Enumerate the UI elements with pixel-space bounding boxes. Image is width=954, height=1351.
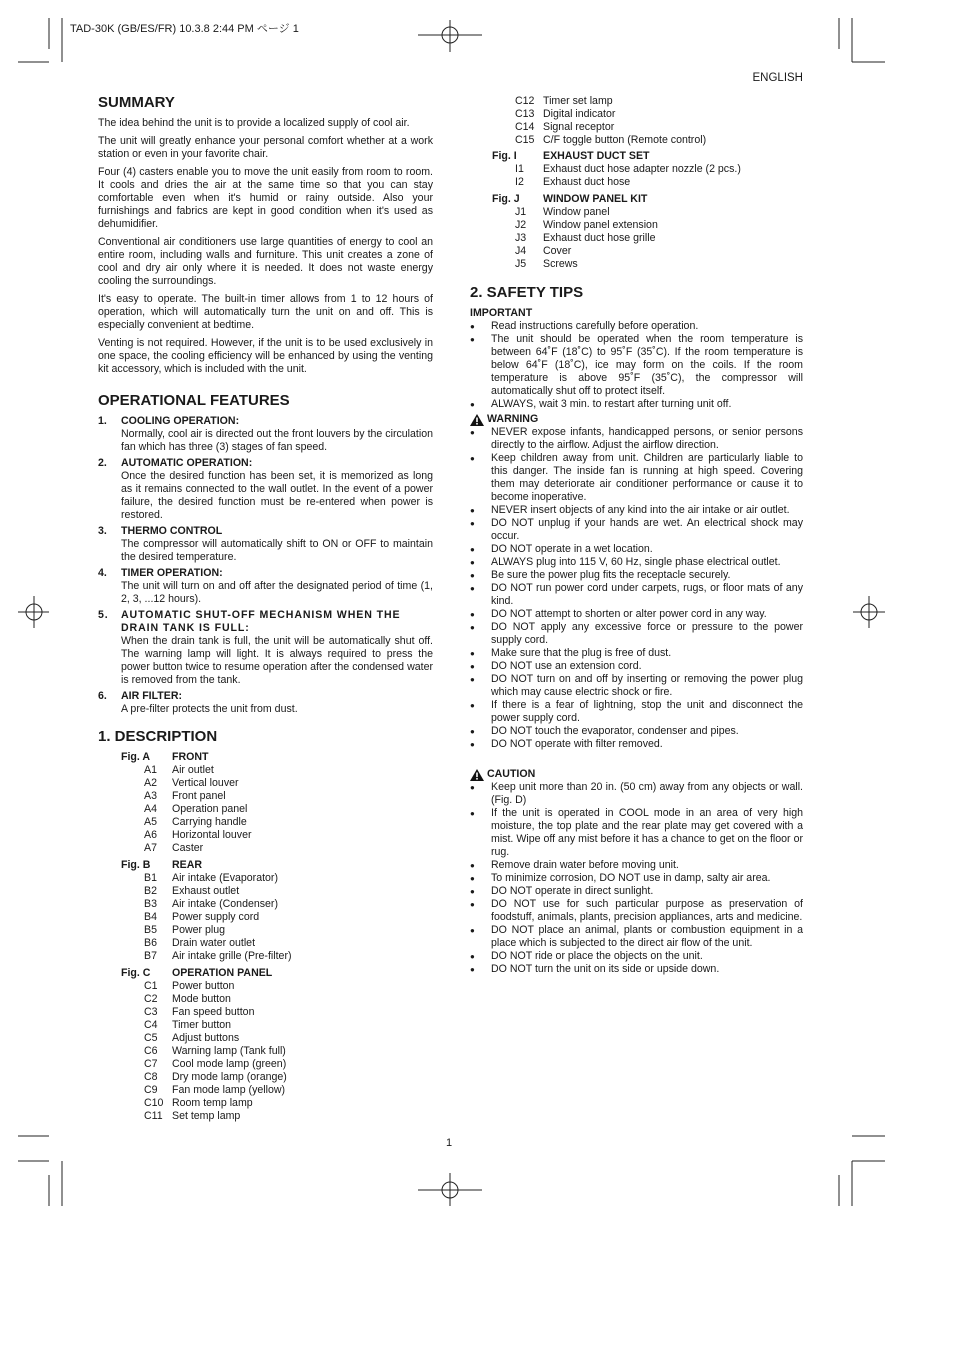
bullet-item bbox=[470, 660, 803, 673]
bullet-text: DO NOT operate in direct sunlight. bbox=[491, 885, 654, 897]
part-item bbox=[492, 245, 803, 258]
feature-title-row bbox=[98, 415, 433, 428]
part-item bbox=[121, 1097, 433, 1110]
part-label: Window panel extension bbox=[543, 219, 658, 231]
bullet-dot-icon: ● bbox=[470, 861, 475, 870]
bullet-dot-icon: ● bbox=[470, 649, 475, 658]
feature-body: Normally, cool air is directed out the front louvers by the circulation fan which has three (3) stages of fan speed. bbox=[121, 428, 433, 453]
summary-paragraph: The idea behind the unit is to provide a localized supply of cool air. bbox=[98, 117, 410, 129]
part-code: A7 bbox=[144, 842, 157, 854]
right-column bbox=[470, 95, 803, 976]
bullet-item bbox=[470, 398, 803, 411]
part-item bbox=[121, 980, 433, 993]
part-item bbox=[492, 163, 803, 176]
important-label: IMPORTANT bbox=[470, 307, 533, 319]
bullet-dot-icon: ● bbox=[470, 519, 475, 528]
part-label: Air intake (Condenser) bbox=[172, 898, 278, 910]
part-label: Air intake (Evaporator) bbox=[172, 872, 278, 884]
bullet-item bbox=[470, 885, 803, 898]
bullet-dot-icon: ● bbox=[470, 952, 475, 961]
bullet-item bbox=[470, 621, 803, 647]
description-title: 1. DESCRIPTION bbox=[98, 728, 218, 745]
feature-number: 3. bbox=[98, 525, 107, 537]
bullet-item bbox=[470, 582, 803, 608]
bullet-item bbox=[470, 807, 803, 859]
part-label: Horizontal louver bbox=[172, 829, 252, 841]
bullet-item bbox=[470, 504, 803, 517]
feature-title: AUTOMATIC SHUT-OFF MECHANISM WHEN THE DRAIN TANK IS FULL: bbox=[121, 609, 401, 634]
bullet-item bbox=[470, 333, 803, 398]
bullet-dot-icon: ● bbox=[470, 965, 475, 974]
part-item bbox=[492, 121, 803, 134]
part-code: C10 bbox=[144, 1097, 164, 1109]
part-code: C8 bbox=[144, 1071, 158, 1083]
part-label: Digital indicator bbox=[543, 108, 616, 120]
figure-label: Fig. J bbox=[492, 193, 520, 205]
figure-name: OPERATION PANEL bbox=[172, 967, 273, 979]
feature-title-row bbox=[98, 609, 433, 635]
warning-triangle-icon bbox=[470, 414, 484, 426]
part-label: Exhaust duct hose adapter nozzle (2 pcs.) bbox=[543, 163, 741, 175]
bullet-item bbox=[470, 699, 803, 725]
bullet-text: DO NOT operate in a wet location. bbox=[491, 543, 653, 555]
figure-label: Fig. A bbox=[121, 751, 151, 763]
part-code: J4 bbox=[515, 245, 527, 257]
part-code: A6 bbox=[144, 829, 157, 841]
bullet-text: Remove drain water before moving unit. bbox=[491, 859, 679, 871]
caution-list bbox=[470, 781, 803, 976]
part-code: C12 bbox=[515, 95, 535, 107]
part-item bbox=[121, 803, 433, 816]
figure-label: Fig. B bbox=[121, 859, 151, 871]
bullet-dot-icon: ● bbox=[470, 428, 475, 437]
bullet-item bbox=[470, 569, 803, 582]
part-label: Screws bbox=[543, 258, 578, 270]
description-groups-right bbox=[470, 150, 803, 271]
bullet-item bbox=[470, 725, 803, 738]
part-label: Cover bbox=[543, 245, 572, 257]
summary-paragraph: Four (4) casters enable you to move the unit easily from room to room. It cools and dries the air at the same time so that you can stay comfortable even when it's humid or rainy outside. Also your furnishings and fabrics are kept in good condition when it's used as dehumidifier. bbox=[98, 166, 433, 230]
feature-item bbox=[98, 609, 433, 687]
part-item bbox=[492, 219, 803, 232]
caution-heading bbox=[470, 768, 803, 781]
bullet-text: ALWAYS plug into 115 V, 60 Hz, single phase electrical outlet. bbox=[491, 556, 781, 568]
bullet-text: DO NOT apply any excessive force or pressure to the power supply cord. bbox=[491, 621, 803, 646]
figure-heading bbox=[492, 150, 803, 163]
bullet-item bbox=[470, 556, 803, 569]
bullet-item bbox=[470, 452, 803, 504]
part-code: C11 bbox=[144, 1110, 163, 1122]
part-code: J1 bbox=[515, 206, 527, 218]
bullet-item bbox=[470, 924, 803, 950]
part-item bbox=[492, 232, 803, 245]
feature-title-row bbox=[98, 567, 433, 580]
summary-section bbox=[98, 94, 433, 376]
part-item bbox=[121, 937, 433, 950]
bullet-dot-icon: ● bbox=[470, 900, 475, 909]
part-item bbox=[121, 924, 433, 937]
summary-paragraph: The unit will greatly enhance your personal comfort whether at a work station or even in your favorite chair. bbox=[98, 135, 433, 160]
part-code: B4 bbox=[144, 911, 157, 923]
language-label: ENGLISH bbox=[752, 72, 803, 84]
part-code: A4 bbox=[144, 803, 157, 815]
part-label: Exhaust duct hose grille bbox=[543, 232, 656, 244]
part-item bbox=[121, 993, 433, 1006]
safety-title: 2. SAFETY TIPS bbox=[470, 284, 584, 301]
bullet-item bbox=[470, 608, 803, 621]
part-code: A3 bbox=[144, 790, 157, 802]
feature-item bbox=[98, 690, 433, 716]
bullet-dot-icon: ● bbox=[470, 454, 475, 463]
figure-name: REAR bbox=[172, 859, 203, 871]
bullet-text: DO NOT use an extension cord. bbox=[491, 660, 642, 672]
bullet-dot-icon: ● bbox=[470, 809, 475, 818]
bullet-item bbox=[470, 859, 803, 872]
figure-name: EXHAUST DUCT SET bbox=[543, 150, 650, 162]
bullet-text: If the unit is operated in COOL mode in an area of very high moisture, the top plate and the rear plate may get covered with a mist. Wipe off any mist before it has a chance to get on the floor or rug. bbox=[491, 807, 803, 858]
part-item bbox=[121, 1032, 433, 1045]
part-item bbox=[121, 842, 433, 855]
figure-group bbox=[121, 859, 433, 963]
part-code: C6 bbox=[144, 1045, 158, 1057]
bullet-item bbox=[470, 738, 803, 751]
part-code: C2 bbox=[144, 993, 158, 1005]
feature-title-row bbox=[98, 690, 433, 703]
bullet-dot-icon: ● bbox=[470, 783, 475, 792]
part-item bbox=[492, 176, 803, 189]
part-label: Adjust buttons bbox=[172, 1032, 240, 1044]
feature-title: THERMO CONTROL bbox=[121, 525, 223, 537]
bullet-text: DO NOT operate with filter removed. bbox=[491, 738, 663, 750]
bullet-dot-icon: ● bbox=[470, 335, 475, 344]
bullet-text: DO NOT turn on and off by inserting or removing the power plug which may cause electric shock or fire. bbox=[491, 673, 803, 698]
figure-name: WINDOW PANEL KIT bbox=[543, 193, 648, 205]
summary-paragraph: Venting is not required. However, if the unit is to be used exclusively in one space, the cooling efficiency will be enhanced by using the venting kit accessory, which is included with the unit. bbox=[98, 337, 433, 375]
feature-body: A pre-filter protects the unit from dust. bbox=[121, 703, 298, 715]
feature-number: 4. bbox=[98, 567, 107, 579]
bullet-item bbox=[470, 963, 803, 976]
bullet-dot-icon: ● bbox=[470, 584, 475, 593]
feature-body: The compressor will automatically shift to ON or OFF to maintain the desired temperature. bbox=[121, 538, 433, 563]
bullet-item bbox=[470, 647, 803, 660]
feature-item bbox=[98, 457, 433, 522]
part-label: Mode button bbox=[172, 993, 231, 1005]
warning-list bbox=[470, 426, 803, 751]
part-label: Dry mode lamp (orange) bbox=[172, 1071, 287, 1083]
bullet-text: NEVER insert objects of any kind into the air intake or air outlet. bbox=[491, 504, 790, 516]
part-label: Fan speed button bbox=[172, 1006, 255, 1018]
part-code: A5 bbox=[144, 816, 157, 828]
bullet-dot-icon: ● bbox=[470, 610, 475, 619]
part-item bbox=[121, 816, 433, 829]
part-item bbox=[121, 885, 433, 898]
part-item bbox=[121, 950, 433, 963]
bullet-text: DO NOT touch the evaporator, condenser and pipes. bbox=[491, 725, 739, 737]
description-c-continued bbox=[492, 95, 803, 147]
part-item bbox=[121, 790, 433, 803]
part-code: I1 bbox=[515, 163, 524, 175]
bullet-text: The unit should be operated when the room temperature is between 64˚F (18˚C) to 95˚F (35˚C). If the room temperature is below 64˚F (18˚C), ice may form on the coils. If the room temperature is above 95˚F (35˚C), the compressor will automatically shut off to protect itself. bbox=[491, 333, 803, 397]
part-label: Set temp lamp bbox=[172, 1110, 241, 1122]
part-label: Timer set lamp bbox=[543, 95, 613, 107]
part-label: Power supply cord bbox=[172, 911, 260, 923]
bullet-text: ALWAYS, wait 3 min. to restart after turning unit off. bbox=[491, 398, 732, 410]
part-item bbox=[121, 1006, 433, 1019]
part-item bbox=[492, 134, 803, 147]
bullet-text: Be sure the power plug fits the receptacle securely. bbox=[491, 569, 731, 581]
feature-title: TIMER OPERATION: bbox=[121, 567, 223, 579]
feature-item bbox=[98, 415, 433, 454]
figure-group bbox=[121, 751, 433, 855]
part-label: Fan mode lamp (yellow) bbox=[172, 1084, 286, 1096]
part-label: Operation panel bbox=[172, 803, 248, 815]
bullet-text: DO NOT ride or place the objects on the unit. bbox=[491, 950, 703, 962]
bullet-text: Keep children away from unit. Children are particularly liable to this danger. The inside fan is running at high speed. Covering them may deteriorate air conditioner performance or cause it to become inoperative. bbox=[491, 452, 803, 503]
bullet-dot-icon: ● bbox=[470, 662, 475, 671]
summary-title: SUMMARY bbox=[98, 94, 175, 111]
bullet-text: DO NOT run power cord under carpets, rugs, or floor mats of any kind. bbox=[491, 582, 803, 607]
bullet-item bbox=[470, 781, 803, 807]
bullet-text: DO NOT unplug if your hands are wet. An electrical shock may occur. bbox=[491, 517, 803, 542]
bullet-text: DO NOT place an animal, plants or combustion equipment in a place which is subjected to the direct air flow of the unit. bbox=[491, 924, 803, 949]
bullet-dot-icon: ● bbox=[470, 545, 475, 554]
feature-number: 2. bbox=[98, 457, 107, 469]
feature-title: AIR FILTER: bbox=[121, 690, 183, 702]
figure-group bbox=[121, 967, 433, 1123]
warning-heading bbox=[470, 413, 803, 426]
description-groups bbox=[98, 751, 433, 1123]
part-item bbox=[121, 829, 433, 842]
part-item bbox=[121, 1019, 433, 1032]
bullet-dot-icon: ● bbox=[470, 675, 475, 684]
bullet-text: Read instructions carefully before operation. bbox=[491, 320, 699, 332]
part-item bbox=[492, 206, 803, 219]
part-label: Drain water outlet bbox=[172, 937, 256, 949]
part-label: Front panel bbox=[172, 790, 226, 802]
part-label: Power plug bbox=[172, 924, 225, 936]
bullet-dot-icon: ● bbox=[470, 558, 475, 567]
figure-group bbox=[492, 193, 803, 271]
bullet-dot-icon: ● bbox=[470, 874, 475, 883]
bullet-dot-icon: ● bbox=[470, 506, 475, 515]
part-item bbox=[121, 777, 433, 790]
bullet-dot-icon: ● bbox=[470, 571, 475, 580]
part-label: Window panel bbox=[543, 206, 610, 218]
part-label: Room temp lamp bbox=[172, 1097, 253, 1109]
part-item bbox=[121, 898, 433, 911]
figure-group bbox=[492, 150, 803, 189]
bullet-item bbox=[470, 872, 803, 885]
feature-body: The unit will turn on and off after the designated period of time (1, 2, 3, ...12 hours). bbox=[121, 580, 433, 605]
part-item bbox=[492, 108, 803, 121]
part-label: Air outlet bbox=[172, 764, 214, 776]
bullet-item bbox=[470, 517, 803, 543]
figure-heading bbox=[121, 751, 433, 764]
bullet-text: NEVER expose infants, handicapped persons, or senior persons directly to the airflow. Adjust the airflow direction. bbox=[491, 426, 803, 451]
feature-title-row bbox=[98, 525, 433, 538]
part-item bbox=[121, 764, 433, 777]
bullet-text: If there is a fear of lightning, stop the unit and disconnect the power supply cord. bbox=[491, 699, 803, 724]
bullet-dot-icon: ● bbox=[470, 887, 475, 896]
feature-title: AUTOMATIC OPERATION: bbox=[121, 457, 253, 469]
bullet-dot-icon: ● bbox=[470, 701, 475, 710]
feature-body: When the drain tank is full, the unit will be automatically shut off. The warning lamp will light. It is always required to press the power button twice to resume operation after the condensed water is removed from the tank. bbox=[121, 635, 433, 686]
bullet-item bbox=[470, 898, 803, 924]
bullet-text: DO NOT attempt to shorten or alter power cord in any way. bbox=[491, 608, 767, 620]
part-code: C14 bbox=[515, 121, 535, 133]
part-code: J2 bbox=[515, 219, 527, 231]
part-code: C3 bbox=[144, 1006, 158, 1018]
feature-title: COOLING OPERATION: bbox=[121, 415, 240, 427]
part-code: C5 bbox=[144, 1032, 158, 1044]
part-code: J3 bbox=[515, 232, 527, 244]
bullet-dot-icon: ● bbox=[470, 322, 475, 331]
features-title: OPERATIONAL FEATURES bbox=[98, 392, 290, 409]
summary-paragraph: It's easy to operate. The built-in timer allows from 1 to 12 hours of operation, which will automatically turn the unit on and off. This is especially convenient at bedtime. bbox=[98, 293, 433, 331]
features-section bbox=[98, 392, 433, 716]
bullet-text: Make sure that the plug is free of dust. bbox=[491, 647, 672, 659]
part-item bbox=[121, 1045, 433, 1058]
part-code: B2 bbox=[144, 885, 157, 897]
part-item bbox=[121, 911, 433, 924]
part-code: C13 bbox=[515, 108, 535, 120]
left-column bbox=[98, 94, 433, 1127]
warning-label: WARNING bbox=[487, 413, 539, 425]
part-code: C1 bbox=[144, 980, 158, 992]
bullet-item bbox=[470, 426, 803, 452]
part-code: I2 bbox=[515, 176, 524, 188]
bullet-dot-icon: ● bbox=[470, 740, 475, 749]
part-code: B3 bbox=[144, 898, 157, 910]
part-label: Cool mode lamp (green) bbox=[172, 1058, 287, 1070]
part-code: B7 bbox=[144, 950, 157, 962]
part-item bbox=[121, 1110, 433, 1123]
part-code: C9 bbox=[144, 1084, 158, 1096]
description-section bbox=[98, 728, 433, 1123]
page-number: 1 bbox=[446, 1137, 453, 1149]
bullet-text: To minimize corrosion, DO NOT use in damp, salty air area. bbox=[491, 872, 771, 884]
part-label: Carrying handle bbox=[172, 816, 247, 828]
figure-heading bbox=[492, 193, 803, 206]
features-list bbox=[98, 415, 433, 716]
feature-number: 5. bbox=[98, 609, 109, 621]
part-item bbox=[492, 258, 803, 271]
figure-heading bbox=[121, 859, 433, 872]
bullet-dot-icon: ● bbox=[470, 623, 475, 632]
feature-item bbox=[98, 567, 433, 606]
part-item bbox=[121, 1071, 433, 1084]
feature-body: Once the desired function has been set, it is memorized as long as it remains connected to the wall outlet. In the event of a power failure, the desired function must be re-entered when power is restored. bbox=[121, 470, 433, 521]
part-label: Signal receptor bbox=[543, 121, 615, 133]
bullet-item bbox=[470, 543, 803, 556]
part-label: Exhaust duct hose bbox=[543, 176, 631, 188]
bullet-dot-icon: ● bbox=[470, 400, 475, 409]
file-header: TAD-30K (GB/ES/FR) 10.3.8 2:44 PM ページ 1 bbox=[70, 23, 299, 35]
part-code: A2 bbox=[144, 777, 157, 789]
part-code: B1 bbox=[144, 872, 157, 884]
part-code: A1 bbox=[144, 764, 157, 776]
bullet-item bbox=[470, 673, 803, 699]
part-item bbox=[121, 1058, 433, 1071]
part-code: B6 bbox=[144, 937, 157, 949]
part-code: B5 bbox=[144, 924, 157, 936]
part-item bbox=[121, 1084, 433, 1097]
part-label: Power button bbox=[172, 980, 235, 992]
part-label: Timer button bbox=[172, 1019, 232, 1031]
figure-name: FRONT bbox=[172, 751, 209, 763]
bullet-text: DO NOT use for such particular purpose as preservation of foodstuff, animals, plants, precision appliances, arts and medicine. bbox=[491, 898, 803, 923]
bullet-text: Keep unit more than 20 in. (50 cm) away from any objects or wall. (Fig. D) bbox=[491, 781, 803, 806]
feature-title-row bbox=[98, 457, 433, 470]
part-code: C4 bbox=[144, 1019, 158, 1031]
figure-heading bbox=[121, 967, 433, 980]
part-code: C15 bbox=[515, 134, 535, 146]
caution-triangle-icon bbox=[470, 769, 484, 781]
feature-number: 1. bbox=[98, 415, 107, 427]
safety-section bbox=[470, 284, 803, 976]
part-item bbox=[492, 95, 803, 108]
bullet-item bbox=[470, 950, 803, 963]
summary-paragraph: Conventional air conditioners use large quantities of energy to cool an entire room, including walls and furniture. This unit creates a zone of cool and dry air only where it is needed. It does not waste energy cooling the surroundings. bbox=[98, 236, 433, 287]
part-item bbox=[121, 872, 433, 885]
bullet-dot-icon: ● bbox=[470, 727, 475, 736]
part-label: C/F toggle button (Remote control) bbox=[543, 134, 707, 146]
figure-label: Fig. C bbox=[121, 967, 151, 979]
part-label: Air intake grille (Pre-filter) bbox=[172, 950, 292, 962]
figure-label: Fig. I bbox=[492, 150, 517, 162]
bullet-text: DO NOT turn the unit on its side or upside down. bbox=[491, 963, 720, 975]
part-label: Vertical louver bbox=[172, 777, 239, 789]
part-label: Exhaust outlet bbox=[172, 885, 240, 897]
feature-number: 6. bbox=[98, 690, 107, 702]
bullet-dot-icon: ● bbox=[470, 926, 475, 935]
important-list bbox=[470, 320, 803, 411]
part-code: C7 bbox=[144, 1058, 158, 1070]
feature-item bbox=[98, 525, 433, 564]
bullet-item bbox=[470, 320, 803, 333]
part-label: Warning lamp (Tank full) bbox=[172, 1045, 286, 1057]
part-label: Caster bbox=[172, 842, 204, 854]
part-code: J5 bbox=[515, 258, 527, 270]
caution-label: CAUTION bbox=[487, 768, 536, 780]
